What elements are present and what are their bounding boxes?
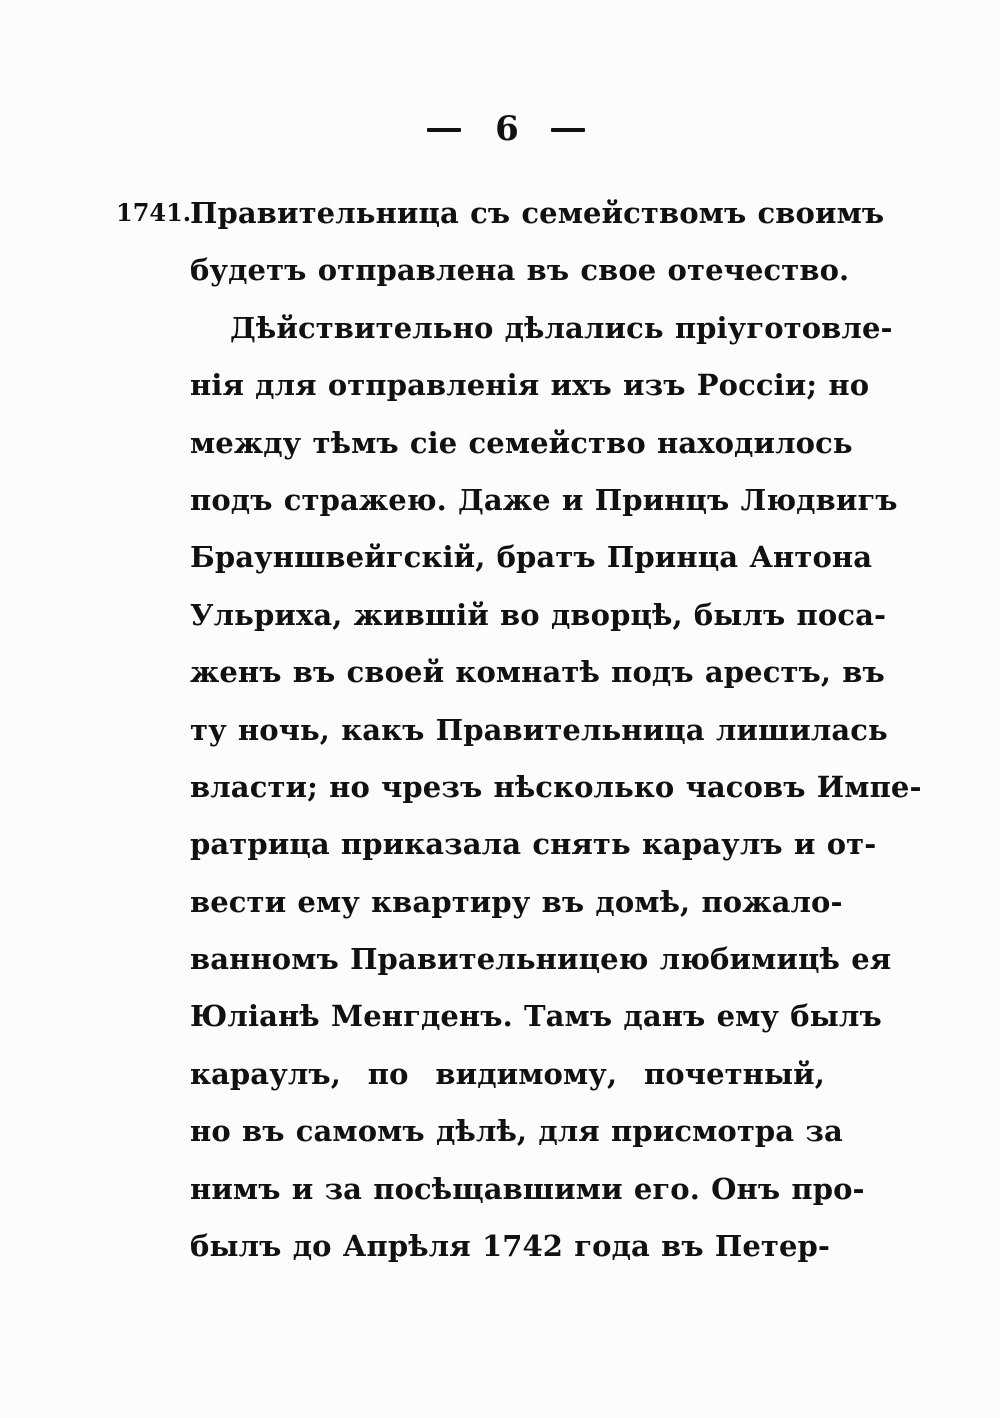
text-line-15: Юліанѣ Менгденъ. Тамъ данъ ему былъ — [190, 999, 882, 1034]
body-text — [190, 188, 922, 1278]
text-line-3: Дѣйствительно дѣлались пріуготовле- — [230, 310, 893, 345]
text-line-16: караулъ, по видимому, почетный, — [190, 1056, 825, 1091]
text-line-7: Брауншвейгскій, братъ Принца Антона — [190, 540, 873, 575]
text-line-5: между тѣмъ сіе семейство находилось — [190, 425, 853, 460]
text-line-18: нимъ и за посѣщавшими его. Онъ про- — [190, 1171, 865, 1206]
text-line-1: Правительница съ семействомъ своимъ — [190, 196, 885, 230]
text-line-10: ту ночь, какъ Правительница лишилась — [190, 712, 888, 747]
text-line-4: нія для отправленія ихъ изъ Россіи; но — [190, 368, 870, 403]
text-line-9: женъ въ своей комнатѣ подъ арестъ, въ — [190, 655, 885, 690]
text-line-17: но въ самомъ дѣлѣ, для присмотра за — [190, 1114, 843, 1149]
text-line-13: вести ему квартиру въ домѣ, пожало- — [190, 884, 843, 919]
page-header — [0, 104, 1000, 154]
text-line-14: ванномъ Правительницею любимицѣ ея — [190, 942, 892, 977]
year-marker: 1741. — [116, 198, 192, 227]
page-number: 6 — [495, 109, 519, 149]
text-line-2: будетъ отправлена въ свое отечество. — [190, 253, 850, 288]
left-dash — [427, 128, 461, 132]
right-dash — [551, 128, 585, 132]
text-line-11: власти; но чрезъ нѣсколько часовъ Импе- — [190, 769, 922, 804]
text-line-19: былъ до Апрѣля 1742 года въ Петер- — [190, 1229, 831, 1264]
text-line-6: подъ стражею. Даже и Принцъ Людвигъ — [190, 482, 898, 517]
text-line-12: ратрица приказала снять караулъ и от- — [190, 827, 877, 862]
text-line-8: Ульриха, жившій во дворцѣ, былъ поса- — [190, 597, 887, 632]
